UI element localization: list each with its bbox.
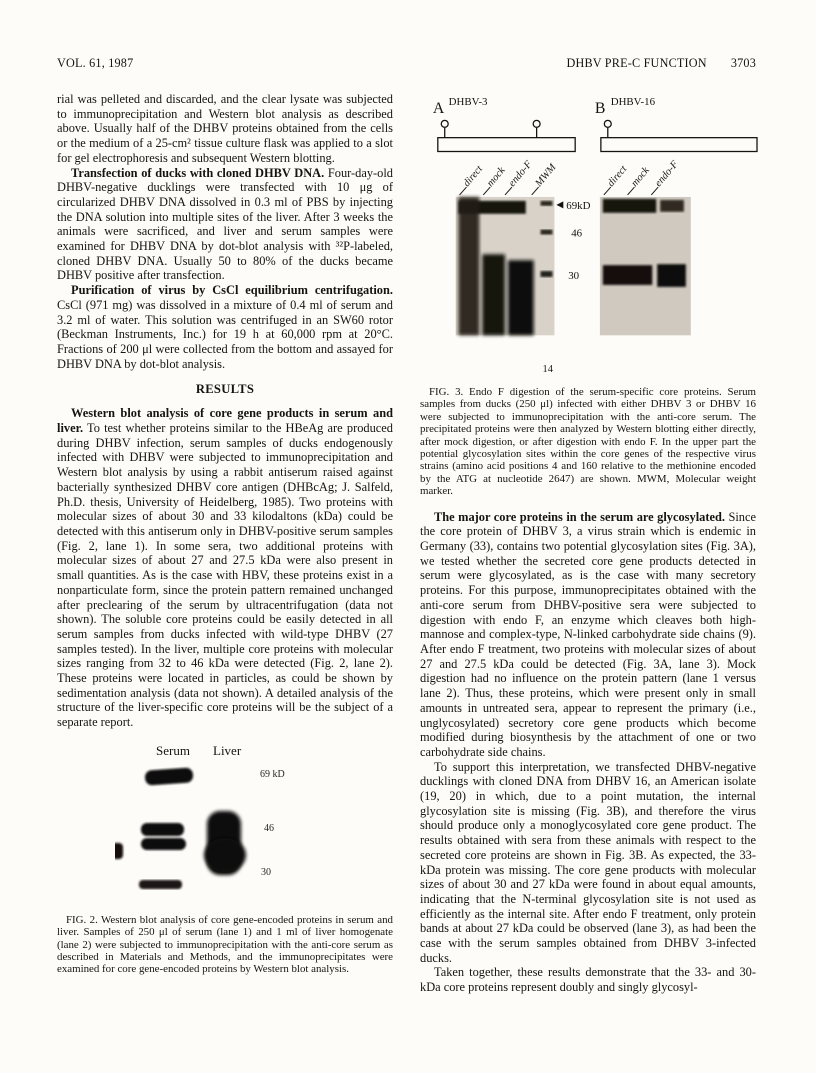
panel-a-core-gene-bar [438, 138, 575, 152]
paragraph-western-blot-analysis [57, 406, 393, 729]
lane-label-endo-f: endo-F [506, 159, 535, 190]
running-head [57, 56, 756, 71]
paragraph-text-purification: CsCl (971 mg) was dissolved in a mixture of 0.4 ml of serum and 3.2 ml of water. This solution was centrifuged in an SW60 rotor (Beckman Instruments, Inc.) for 19 h at 60,000 rpm at 20°C. Fractions of 200 μl were collected from the bottom and assayed for DHBV DNA by dot-blot analysis. [57, 297, 393, 371]
lane-tick [532, 187, 539, 195]
serum-band-33kd [141, 823, 184, 836]
paragraph-glycosylated [420, 510, 756, 760]
mwm-band-46 [541, 230, 553, 235]
serum-band-lower [139, 880, 182, 889]
glycosylation-site-icon [441, 120, 448, 127]
panel-a-lane-labels [460, 159, 560, 195]
panel-b-strain-label: DHBV-16 [610, 96, 656, 109]
panel-a-endo-f-lane-bands [508, 260, 534, 335]
marker-30: 30 [261, 866, 271, 878]
running-title: DHBV PRE-C FUNCTION [566, 56, 707, 70]
panel-a-label: A [432, 99, 445, 117]
lane-label-mwm: MWM [533, 162, 559, 190]
liver-lane-label: Liver [213, 742, 242, 758]
figure-2-molecular-weight-markers [260, 769, 285, 878]
liver-lane-bands [204, 811, 246, 875]
marker-69kd: 69kD [566, 199, 591, 212]
liver-blob [204, 838, 246, 872]
paragraph-lead-glycosylated: The major core proteins in the serum are glycosylated. [434, 509, 725, 524]
mwm-band-30 [541, 271, 553, 277]
serum-lane-label: Serum [156, 742, 190, 758]
panel-b-lane-labels [604, 159, 681, 195]
figure-3 [420, 92, 756, 498]
marker-46: 46 [571, 227, 583, 240]
panel-a-strain-label: DHBV-3 [448, 96, 488, 109]
lane-label-direct: direct [605, 163, 630, 190]
paragraph-purification [57, 283, 393, 371]
lane-tick [460, 187, 467, 195]
running-title-group [566, 56, 756, 71]
figure-2-caption: FIG. 2. Western blot analysis of core gene-encoded proteins in serum and liver. Samples of 250 μl of serum (lane 1) and 1 ml of liver homogenate (lane 2) were subjected to immunoprecipitation with the anti-core serum as described in Materials and Methods, and the immunoprecipitates were examined for core gene-encoded proteins by Western blot analysis. [57, 913, 393, 976]
page-number: 3703 [730, 56, 756, 70]
marker-46: 46 [264, 822, 274, 834]
lane-tick [628, 187, 635, 195]
serum-band-top [145, 767, 194, 785]
edge-band [115, 843, 123, 859]
figure-3-molecular-weight-markers [556, 200, 590, 282]
paragraph-lead-transfection: Transfection of ducks with cloned DHBV DNA. [71, 165, 325, 180]
right-column [420, 92, 756, 995]
panel-b-gene-schematic [601, 120, 757, 151]
panel-a-mock-lane-bands [482, 254, 505, 335]
results-heading: RESULTS [195, 382, 255, 397]
lane-label-mock: mock [485, 165, 508, 190]
paragraph-text-glycosylated: Since the core protein of DHBV 3, a virus strain which is endemic in Germany (33), contains two potential glycosylation sites (Fig. 3A), we tested whether the secreted core gene products detected in serum were glycosylated, as is the case with many secretory proteins. For this purpose, immunoprecipitates obtained with the anti-core serum from DHBV-positive sera were subjected to digestion with endo F, an enzyme which cleaves both high-mannose and complex-type, N-linked carbohydrate side chains (9). After endo F treatment, two proteins with molecular sizes of about 27 and 27.5 kDa could be detected (Fig. 3A, lane 3). Mock digestion had no influence on the protein pattern (lane 1 versus lane 2). Thus, these proteins, which were present only in small amounts in untreated sera, appear to represent the primary (i.e., unglycosylated) secretory core gene products which become modified during biosynthesis by the attachment of one or two carbohydrate side chains. [420, 509, 756, 759]
paragraph-conclusion: Taken together, these results demonstrate that the 33- and 30-kDa core proteins represent doubly and singly glycosyl- [420, 965, 756, 995]
two-column-layout [57, 92, 756, 995]
panel-b-core-gene-bar [601, 138, 757, 152]
figure-3-endo-f-image [422, 92, 758, 379]
panel-b-blot [600, 197, 691, 335]
lane-tick [483, 187, 490, 195]
figure-3-caption: FIG. 3. Endo F digestion of the serum-specific core proteins. Serum samples from ducks (250 μl) infected with either DHBV 3 or DHBV 16 were subjected to immunoprecipitation with the anti-core serum. The precipitated proteins were then analyzed by Western blotting either directly, after mock digestion, or after digestion with endo F. In the upper part the potential glycosylation sites within the core genes of the respective virus strains (amino acid positions 4 and 160 relative to the methionine encoded by the ATG at nucleotide 2647) are shown. MWM, Molecular weight marker. [420, 386, 756, 498]
figure-2 [57, 739, 393, 976]
glycosylation-site-icon [533, 120, 540, 127]
marker-arrow-icon [556, 201, 563, 208]
panel-b-top-band-left [603, 199, 656, 213]
lane-label-mock: mock [629, 165, 652, 190]
panel-b-label: B [594, 99, 606, 117]
marker-30: 30 [568, 269, 580, 282]
lane-label-direct: direct [461, 163, 486, 190]
marker-69kd: 69 kD [260, 768, 285, 780]
panel-a-direct-lane-smear [459, 197, 480, 335]
paragraph-interpretation: To support this interpretation, we transfected DHBV-negative ducklings with cloned DNA from DHBV 16, an American isolate (19, 20) in which, due to a point mutation, the internal glycosylation site is missing (Fig. 3B), and therefore the virus should produce only a monoglycosylated core gene product. The results obtained with sera from these animals with respect to the secreted core proteins are shown in Fig. 3B. As expected, the 33-kDa protein was missing. The core gene products with molecular sizes of about 30 and 27 kDa were found in about equal amounts, indicating that the N-terminal glycosylation site is not used as efficiently as the internal site. After endo F treatment, only protein bands at about 27 kDa could be observed (lane 3), as had been the case with the serum samples obtained from DHBV 3-infected ducks. [420, 759, 756, 965]
mwm-band-69 [541, 201, 553, 206]
panel-b-top-band-right [660, 200, 684, 212]
figure-2-western-blot-image [115, 739, 330, 907]
paragraph-text-western-blot: To test whether proteins similar to the HBeAg are produced during DHBV infection, serum samples of ducks endogenously infected with DHBV were subjected to immunoprecipitation and Western blot analysis by using a rabbit antiserum raised against bacterially synthesized DHBV core antigen (DHBcAg; J. Salfeld, Ph.D. thesis, University of Heidelberg, 1985). Two proteins with molecular sizes of about 30 and 33 kilodaltons (kDa) could be detected with this antiserum only in DHBV-positive serum samples (Fig. 2, lane 1). In some sera, two additional proteins with molecular sizes of about 27 and 27.5 kDa were also present in small quantities. As is the case with HBV, these proteins exist in a nonparticulate form, since the protein pattern remained unchanged after preclearing of the serum by ultracentrifugation (data not shown). The soluble core proteins could be easily detected in all serum samples from ducks infected with wild-type DHBV (27 samples tested). In the liver, multiple core proteins with molecular sizes ranging from 32 to 46 kDa were detected (Fig. 2, lane 2). These proteins were located in particles, as could be shown by sedimentation analysis (data not shown). A detailed analysis of the structure of the liver-specific core proteins will be the subject of a separate report. [57, 421, 393, 730]
serum-lane-bands [139, 767, 193, 889]
figure-3-bottom-label: 14 [542, 363, 553, 375]
lane-label-endo-f: endo-F [653, 159, 681, 190]
lane-tick [505, 187, 512, 195]
left-column [57, 92, 393, 995]
panel-a-gene-schematic [438, 120, 575, 151]
glycosylation-site-icon [604, 120, 611, 127]
paragraph-lead-purification: Purification of virus by CsCl equilibrium centrifugation. [71, 283, 393, 298]
paragraph-transfection [57, 166, 393, 284]
lane-tick [604, 187, 611, 195]
volume-date: VOL. 61, 1987 [57, 56, 134, 70]
paragraph-text-transfection: Four-day-old DHBV-negative ducklings were transfected with 10 μg of circularized DHBV DNA dissolved in 0.3 ml of PBS by injecting the DNA solution into multiple sites of the liver. After 3 weeks the animals were sacrificed, and liver and serum samples were examined for DHBV DNA by dot-blot analysis with ³²P-labeled, cloned DHBV DNA. Usually 50 to 80% of the ducks became DHBV positive after transfection. [57, 165, 394, 283]
serum-band-30kd [141, 838, 186, 850]
lane-tick [651, 187, 658, 195]
paragraph-lead-western-blot: Western blot analysis of core gene products in serum and liver. [57, 406, 393, 436]
panel-a-blot [456, 197, 555, 335]
panel-b-endo-f-band [657, 264, 686, 287]
panel-b-lower-bands-left [603, 265, 652, 285]
paragraph-methods-continuation: rial was pelleted and discarded, and the clear lysate was subjected to immunoprecipitation and Western blot analysis as described above. Usually half of the DHBV proteins obtained from the cells or the medium of a 25-cm² tissue culture flask was applied to a slot for gel electrophoresis and subsequent Western blotting. [57, 92, 393, 165]
